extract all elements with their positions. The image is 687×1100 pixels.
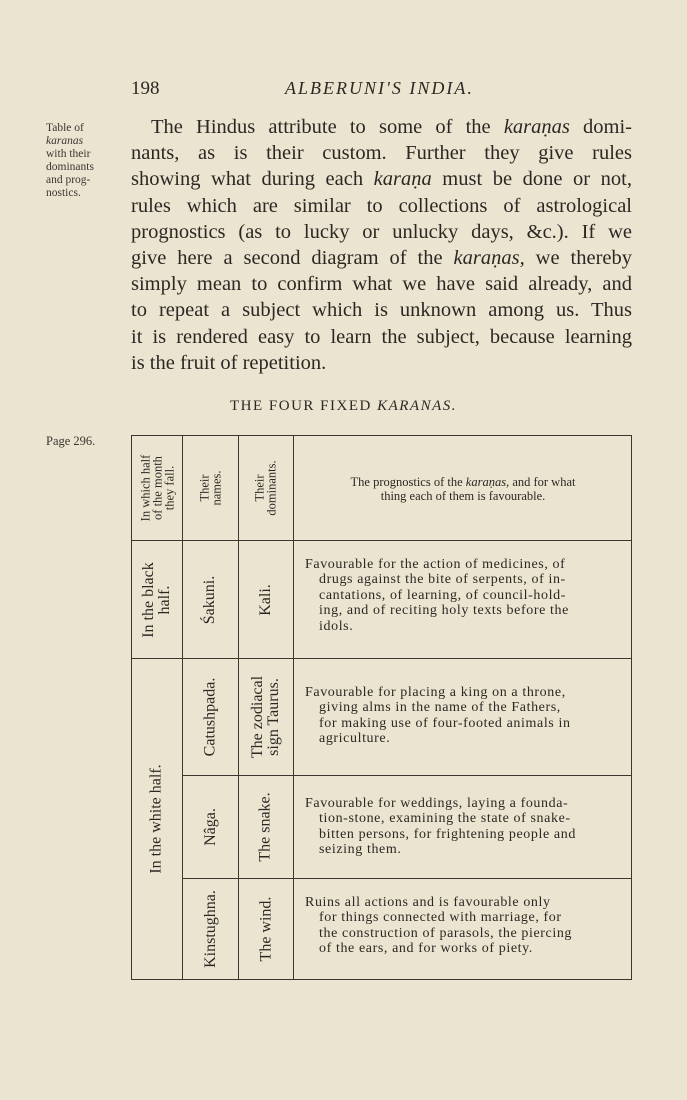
paragraph-line: showing what during each karaṇa must be done or not, — [131, 168, 632, 191]
paragraph-line: it is rendered easy to learn the subject, because learning — [131, 325, 632, 348]
margin-note-line: Table of — [46, 122, 84, 134]
karana-name: Kinstughna. — [201, 890, 219, 968]
karanas-table — [131, 435, 632, 980]
paragraph-line: The Hindus attribute to some of the karaṇas domi- — [151, 116, 632, 138]
row-white-half: In the white half. — [148, 764, 166, 874]
paragraph-line: prognostics (as to lucky or unlucky days, &c.). If we — [131, 220, 632, 243]
page-number: 198 — [131, 78, 160, 99]
karana-prognostic: Ruins all actions and is favourable only for things connected with marriage, for the construction of parasols, the piercing of the ears, and for works of piety. — [305, 895, 573, 957]
header-half-of-month: In which half of the month they fall. — [138, 454, 176, 522]
table-title: THE FOUR FIXED KARANAS. — [229, 398, 457, 414]
karana-name: Nâga. — [201, 808, 219, 846]
karana-dominant: Kali. — [256, 583, 274, 616]
karana-dominant: The zodiacal sign Taurus. — [249, 675, 283, 759]
row-black-half: In the black half. — [140, 561, 173, 638]
karana-name: Śakuni. — [201, 575, 219, 624]
margin-note-line: and prog- — [46, 174, 91, 186]
header-prognostics: The prognostics of the karaṇas, and for what thing each of them is favourable. — [350, 475, 576, 503]
margin-note — [46, 122, 124, 200]
header-names: Their names. — [197, 470, 224, 506]
margin-note-line: nostics. — [46, 187, 81, 199]
margin-note-line: karanas — [46, 135, 84, 147]
karana-dominant: The snake. — [257, 792, 274, 862]
paragraph-line: simply mean to confirm what we have said already, and — [131, 273, 632, 296]
table-rule — [131, 979, 632, 980]
paragraph-line: rules which are similar to collections of astrological — [131, 194, 632, 217]
paragraph-line: to repeat a subject which is unknown among us. Thus — [131, 299, 632, 322]
karana-prognostic: Favourable for weddings, laying a founda- tion-stone, examining the state of snake- bitten persons, for frightening people and seizing them. — [305, 796, 576, 858]
paragraph-line: nants, as is their custom. Further they give rules — [131, 142, 632, 165]
paragraph-line: is the fruit of repetition. — [131, 351, 327, 374]
karana-prognostic: Favourable for placing a king on a throne, giving alms in the name of the Fathers, for making use of four-footed animals in agriculture. — [305, 685, 571, 747]
paragraph-line: give here a second diagram of the karaṇas, we thereby — [131, 246, 632, 269]
page-header — [0, 76, 687, 102]
body-paragraph — [131, 114, 632, 376]
page-reference: Page 296. — [46, 434, 96, 448]
karana-name: Catushpada. — [201, 677, 219, 757]
table-rule — [293, 435, 294, 979]
margin-note-line: with their — [46, 148, 91, 160]
header-dominants: Their dominants. — [253, 460, 279, 516]
karana-dominant: The wind. — [257, 896, 274, 962]
table-rule — [631, 435, 632, 979]
karana-prognostic: Favourable for the action of medicines, of drugs against the bite of serpents, of in- cantations, of learning, of council-hold- ing, and of reciting holy texts before the idols. — [305, 557, 569, 634]
margin-note-line: dominants — [46, 161, 94, 173]
running-title: ALBERUNI'S INDIA. — [285, 78, 474, 98]
